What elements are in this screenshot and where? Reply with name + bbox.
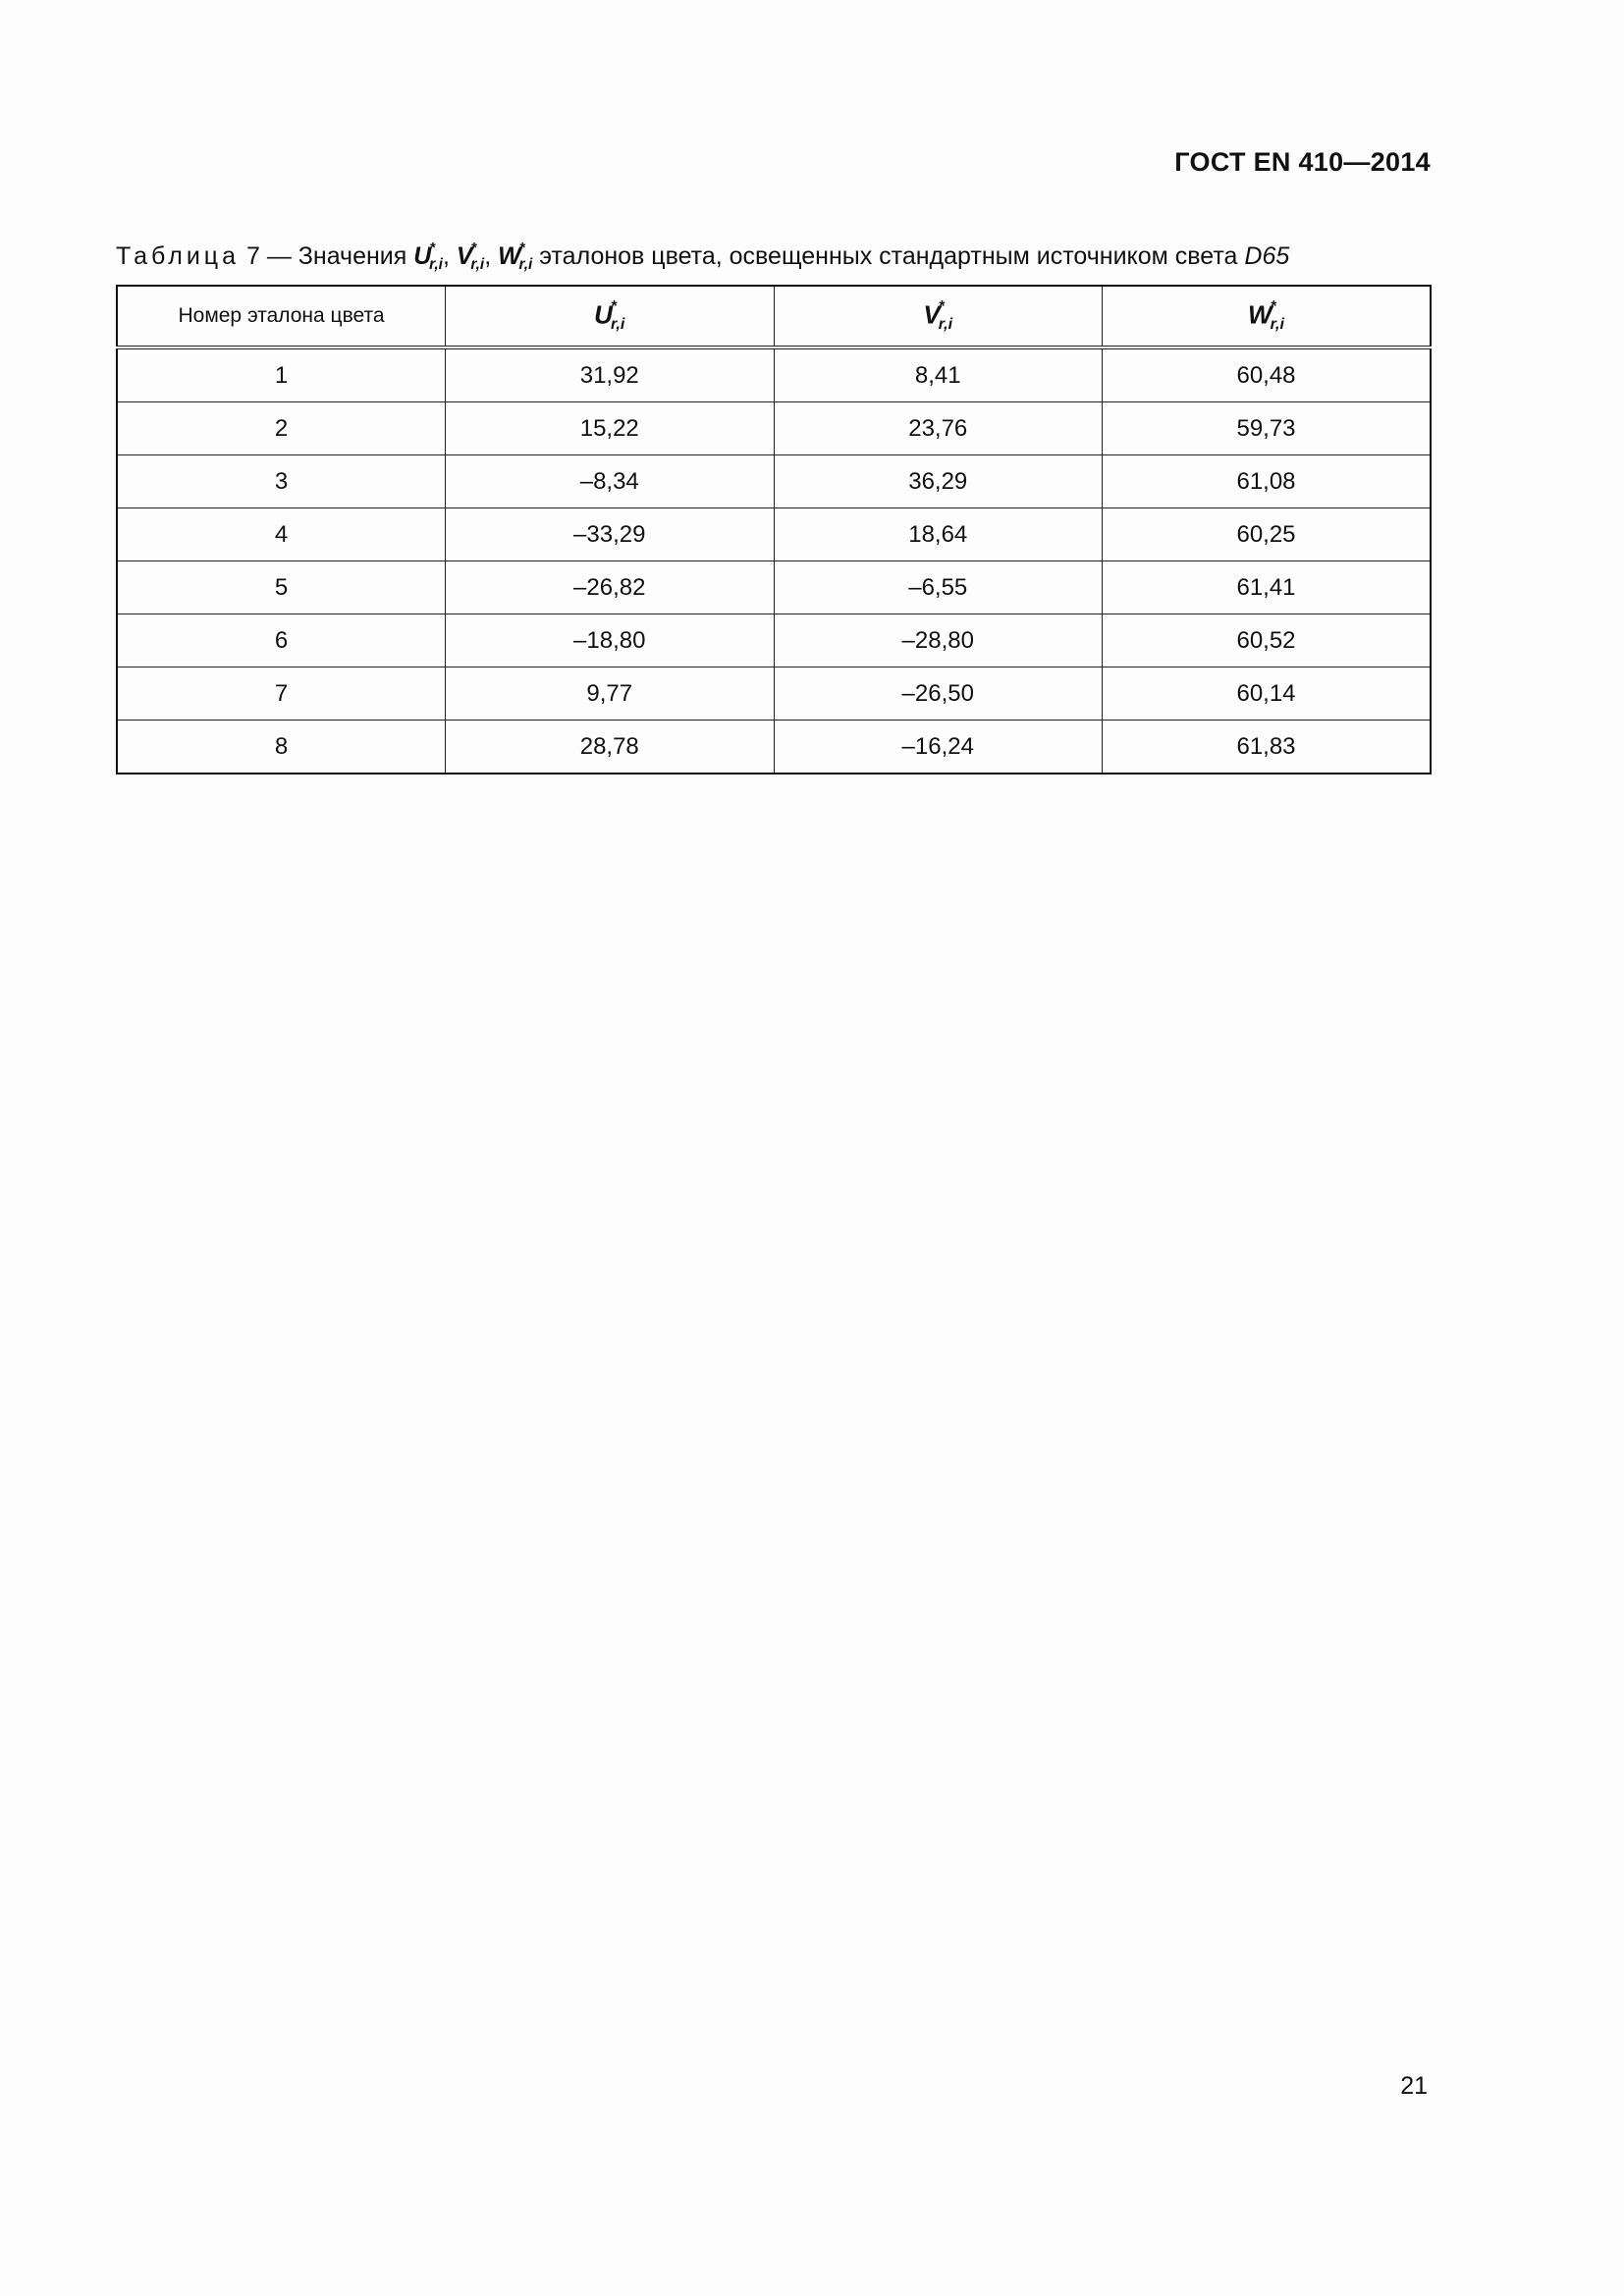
cell-v: 18,64 [774,508,1103,561]
cell-w: 60,25 [1103,508,1432,561]
table-caption: Таблица 7 — Значения $U^*_{r,i}$, $V^*_{r,i}$, $W^*_{r,i}$ эталонов цвета, освещенных стандартным источником света D65 [116,240,1290,273]
table-row [117,667,1431,721]
table-caption-number: 7 [245,241,260,270]
cell-v: 23,76 [774,402,1103,455]
cell-number: 2 [117,402,446,455]
cell-u: 9,77 [446,667,775,721]
symbol-u: $U^*_{r,i}$ [413,240,443,273]
table-row [117,402,1431,455]
cell-v: –26,50 [774,667,1103,721]
table-row [117,455,1431,508]
document-id-header: ГОСТ EN 410—2014 [1174,147,1431,177]
cell-v: 8,41 [774,347,1103,402]
cell-v: 36,29 [774,455,1103,508]
page-number: 21 [1400,2072,1428,2100]
cell-w: 61,08 [1103,455,1432,508]
cell-w: 60,48 [1103,347,1432,402]
header-u: $U^*_{r,i}$ [446,286,775,347]
cell-number: 3 [117,455,446,508]
table-caption-lead: Значения [298,241,407,270]
cell-u: 15,22 [446,402,775,455]
cell-w: 60,14 [1103,667,1432,721]
table-caption-rest: эталонов цвета, освещенных стандартным источником света [539,241,1238,270]
table-header-row [117,286,1431,347]
cell-v: –6,55 [774,561,1103,614]
table-row [117,721,1431,774]
cell-w: 61,83 [1103,721,1432,774]
cell-u: 31,92 [446,347,775,402]
cell-u: –33,29 [446,508,775,561]
table-row [117,561,1431,614]
cell-u: 28,78 [446,721,775,774]
cell-number: 8 [117,721,446,774]
cell-v: –28,80 [774,614,1103,667]
table-caption-dash: — [266,241,292,270]
cell-w: 60,52 [1103,614,1432,667]
table-row [117,508,1431,561]
table-caption-illuminant: D65 [1244,241,1290,270]
cell-number: 7 [117,667,446,721]
cell-w: 61,41 [1103,561,1432,614]
header-w: $W^*_{r,i}$ [1103,286,1432,347]
cell-number: 5 [117,561,446,614]
cell-u: –8,34 [446,455,775,508]
header-standard-number: Номер эталона цвета [117,286,446,347]
cell-u: –18,80 [446,614,775,667]
table-row [117,614,1431,667]
symbol-w: $W^*_{r,i}$ [498,240,533,273]
cell-u: –26,82 [446,561,775,614]
header-v: $V^*_{r,i}$ [774,286,1103,347]
cell-v: –16,24 [774,721,1103,774]
cell-w: 59,73 [1103,402,1432,455]
cell-number: 4 [117,508,446,561]
cell-number: 1 [117,347,446,402]
color-standards-table [116,285,1432,774]
table-row [117,347,1431,402]
table-caption-label: Таблица [116,241,241,270]
cell-number: 6 [117,614,446,667]
symbol-v: $V^*_{r,i}$ [456,240,485,273]
